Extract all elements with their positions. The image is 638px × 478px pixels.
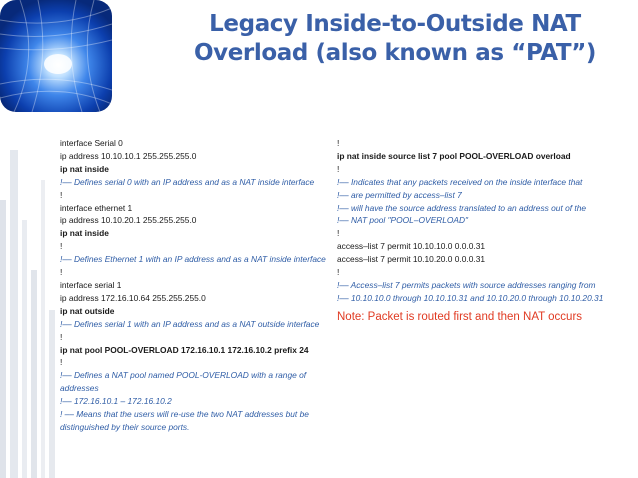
left-config-column bbox=[60, 137, 326, 434]
comment-line: !–– 10.10.10.0 through 10.10.10.31 and 10.10.20.0 through 10.10.20.31 bbox=[337, 292, 604, 303]
comment-line: !–– Defines serial 1 with an IP address and as a NAT outside interface bbox=[60, 318, 320, 329]
config-line: ! bbox=[60, 331, 63, 342]
decorative-bars-icon bbox=[0, 140, 60, 478]
comment-line: !–– Defines serial 0 with an IP address and as a NAT inside interface bbox=[60, 176, 315, 187]
config-line: ! bbox=[337, 228, 340, 239]
config-line: interface serial 1 bbox=[60, 279, 122, 290]
config-line: interface ethernet 1 bbox=[60, 202, 133, 213]
config-line: access–list 7 permit 10.10.10.0 0.0.0.31 bbox=[337, 241, 486, 252]
config-line: ! bbox=[60, 189, 63, 200]
config-line: ip address 172.16.10.64 255.255.255.0 bbox=[60, 292, 206, 303]
note-text: Note: Packet is routed first and then NAT occurs bbox=[337, 310, 583, 323]
config-line: ip nat pool POOL-OVERLOAD 172.16.10.1 172.16.10.2 prefix 24 bbox=[60, 344, 309, 355]
config-line: ip nat inside bbox=[60, 228, 109, 239]
config-line: ip address 10.10.20.1 255.255.255.0 bbox=[60, 215, 197, 226]
config-line: ! bbox=[337, 267, 340, 278]
comment-line: !–– Indicates that any packets received on the inside interface that bbox=[337, 176, 583, 187]
comment-line: !–– are permitted by access–list 7 bbox=[337, 189, 462, 200]
config-line: ! bbox=[337, 163, 340, 174]
config-line: ! bbox=[60, 267, 63, 278]
comment-line: ! –– Means that the users will re-use the two NAT addresses but be distinguished by their source ports. bbox=[60, 409, 309, 432]
comment-line: !–– Defines a NAT pool named POOL-OVERLOAD with a range of addresses bbox=[60, 370, 307, 394]
config-line: ip nat inside bbox=[60, 163, 109, 174]
config-line: ip nat outside bbox=[60, 305, 115, 316]
blue-tunnel-logo-icon bbox=[0, 0, 112, 112]
comment-line: !–– NAT pool "POOL–OVERLOAD" bbox=[337, 215, 469, 226]
title-line-1: Legacy Inside-to-Outside NAT bbox=[209, 11, 581, 37]
comment-line: !–– Access–list 7 permits packets with source addresses ranging from bbox=[337, 279, 596, 290]
comment-line: !–– Defines Ethernet 1 with an IP address and as a NAT inside interface bbox=[60, 254, 326, 265]
config-line: interface Serial 0 bbox=[60, 138, 123, 148]
config-line: access–list 7 permit 10.10.20.0 0.0.0.31 bbox=[337, 254, 486, 265]
config-line: ! bbox=[337, 138, 340, 148]
comment-line: !–– will have the source address translated to an address out of the bbox=[337, 202, 587, 213]
config-line: ! bbox=[60, 241, 63, 252]
slide-title bbox=[150, 10, 638, 68]
config-line: ! bbox=[60, 357, 63, 368]
config-line: ip address 10.10.10.1 255.255.255.0 bbox=[60, 150, 197, 161]
config-line: ip nat inside source list 7 pool POOL-OVERLOAD overload bbox=[337, 150, 571, 161]
title-line-2: Overload (also known as “PAT”) bbox=[193, 40, 597, 66]
comment-line: !–– 172.16.10.1 – 172.16.10.2 bbox=[60, 396, 172, 407]
right-config-column bbox=[337, 137, 623, 325]
